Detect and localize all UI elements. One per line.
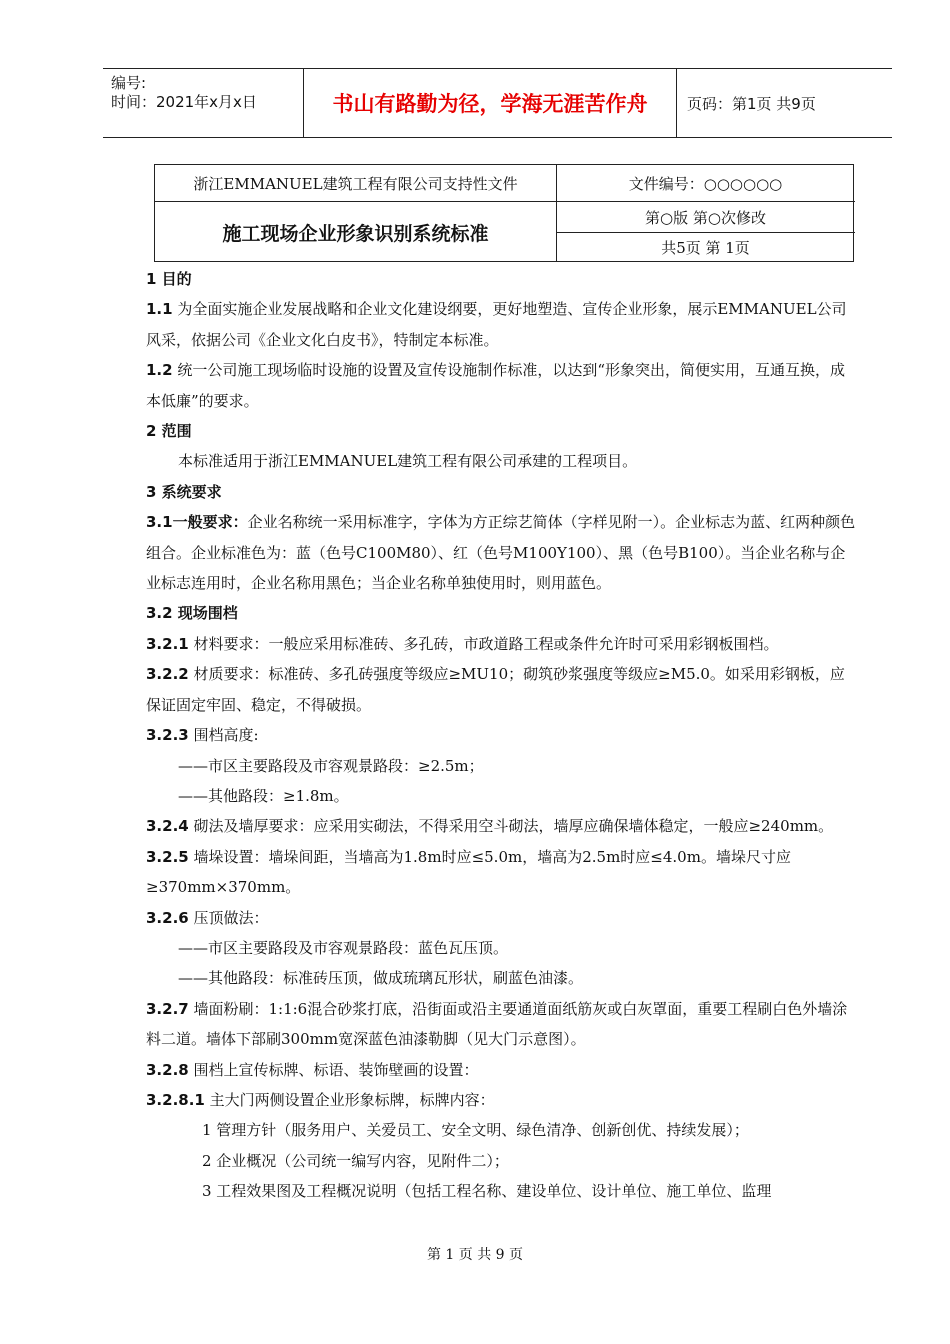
section-number: 3.2.8 [146,1060,189,1079]
section-number: 3.2.5 [146,847,189,866]
paragraph [146,659,858,720]
paragraph-text: ——市区主要路段及市容观景路段：≥2.5m； [178,756,484,775]
paragraph [146,751,858,781]
section-number: 1.1 [146,300,173,319]
paragraph [146,1176,858,1206]
paragraph [146,1055,858,1085]
paragraph [146,264,858,294]
paragraph-text: 为全面实施企业发展战略和企业文化建设纲要，更好地塑造、宣传企业形象，展示EMMANUEL公司风采，依据公司《企业文化白皮书》，特制定本标准。 [146,300,847,349]
paragraph [146,629,858,659]
header-left-cell [103,69,304,137]
paragraph-text: 围档上宣传标牌、标语、装饰壁画的设置： [188,1060,479,1079]
paragraph-text: 3 工程效果图及工程概况说明（包括工程名称、建设单位、设计单位、施工单位、监理 [202,1182,772,1201]
paragraph [146,1146,858,1176]
paragraph-text: ——其他路段：≥1.8m。 [178,786,349,805]
page-header [103,68,892,138]
section-number: 3.2.4 [146,817,189,836]
document-title: 施工现场企业形象识别系统标准 [222,222,489,245]
paragraph [146,477,858,507]
section-number: 3.2.3 [146,726,189,745]
paragraph [146,842,858,903]
paragraph [146,294,858,355]
section-number: 1.2 [146,361,173,380]
paragraph-text: 压顶做法： [188,908,269,927]
paragraph [146,963,858,993]
paragraph-text: 材质要求：标准砖、多孔砖强度等级应≥MU10；砌筑砂浆强度等级应≥M5.0。如采用彩钢板，应保证固定牢固、稳定，不得破损。 [146,665,845,714]
section-number: 3.2.6 [146,908,189,927]
section-number: 3.2.2 [146,665,189,684]
paragraph [146,446,858,476]
paragraph-text: 2 企业概况（公司统一编写内容，见附件二）； [202,1151,509,1170]
paragraph-text: 范围 [156,422,192,441]
table-page-count: 共5页 第 1页 [661,239,750,257]
paragraph [146,994,858,1055]
paragraph-text: ——市区主要路段及市容观景路段：蓝色瓦压顶。 [178,938,509,957]
paragraph [146,903,858,933]
section-number: 3.1 [146,513,173,532]
paragraph-text: 目的 [156,270,192,288]
paragraph [146,355,858,416]
paragraph-text: ——其他路段：标准砖压顶，做成琉璃瓦形状，刷蓝色油漆。 [178,969,584,988]
document-body [146,264,858,1207]
section-number: 1 [146,270,157,288]
paragraph [146,811,858,841]
paragraph-text-rest: 企业名称统一采用标准字，字体为方正综艺简体（字样见附一）。企业标志为蓝、红两种颜色组合。企业标准色为：蓝（色号C100M80）、红（色号M100Y100）、黑（色号B100）。当企业名称与企业标志连用时，企业名称用黑色；当企业名称单独使用时，则用蓝色。 [146,513,856,593]
paragraph-text: 1 管理方针（服务用户、关爱员工、安全文明、绿色清净、创新创优、持续发展）； [202,1121,749,1140]
paragraph-text: 本标准适用于浙江EMMANUEL建筑工程有限公司承建的工程项目。 [178,452,638,471]
header-motto: 书山有路勤为径，学海无涯苦作舟 [304,69,677,137]
paragraph [146,1115,858,1145]
paragraph-text: 一般要求： [172,513,248,532]
paragraph-text: 现场围档 [172,604,238,623]
paragraph-text: 砌法及墙厚要求：应采用实砌法，不得采用空斗砌法，墙厚应确保墙体稳定，一般应≥240mm。 [188,817,834,836]
header-page-info: 页码：第1页 共9页 [687,94,816,113]
paragraph [146,720,858,750]
paragraph-text: 主大门两侧设置企业形象标牌，标牌内容： [204,1090,495,1109]
section-number: 3.2.7 [146,999,189,1018]
page-footer: 第 1 页 共 9 页 [426,1247,524,1263]
section-number: 3.2.1 [146,634,189,653]
section-number: 3.2 [146,604,173,623]
paragraph-text: 统一公司施工现场临时设施的设置及宣传设施制作标准，以达到“形象突出，简便实用，互通互换，成本低廉”的要求。 [146,361,846,410]
section-number: 3.2.8.1 [146,1090,205,1109]
company-name: 浙江EMMANUEL建筑工程有限公司支持性文件 [193,174,518,193]
section-number: 3 [146,482,157,501]
document-info-table [154,164,854,262]
paragraph-text: 系统要求 [156,482,222,501]
paragraph [146,416,858,446]
time-label: 时间：2021年x月x日 [111,93,257,111]
paragraph-text: 墙面粉刷：1:1:6混合砂浆打底，沿街面或沿主要通道面纸筋灰或白灰罩面，重要工程刷白色外墙涂料二道。墙体下部刷300mm宽深蓝色油漆勒脚（见大门示意图）。 [146,999,848,1049]
paragraph-text: 墙垛设置：墙垛间距，当墙高为1.8m时应≤5.0m，墙高为2.5m时应≤4.0m。墙垛尺寸应≥370mm×370mm。 [146,847,791,897]
serial-label: 编号: [111,74,147,92]
version-info: 第○版 第○次修改 [645,208,766,227]
paragraph-text: 材料要求：一般应采用标准砖、多孔砖，市政道路工程或条件允许时可采用彩钢板围档。 [188,634,779,653]
paragraph-text: 围档高度: [188,726,259,745]
paragraph [146,933,858,963]
paragraph [146,781,858,811]
paragraph [146,1085,858,1115]
paragraph [146,507,858,598]
file-number: 文件编号：○○○○○○ [628,174,783,193]
paragraph [146,598,858,628]
section-number: 2 [146,422,157,441]
